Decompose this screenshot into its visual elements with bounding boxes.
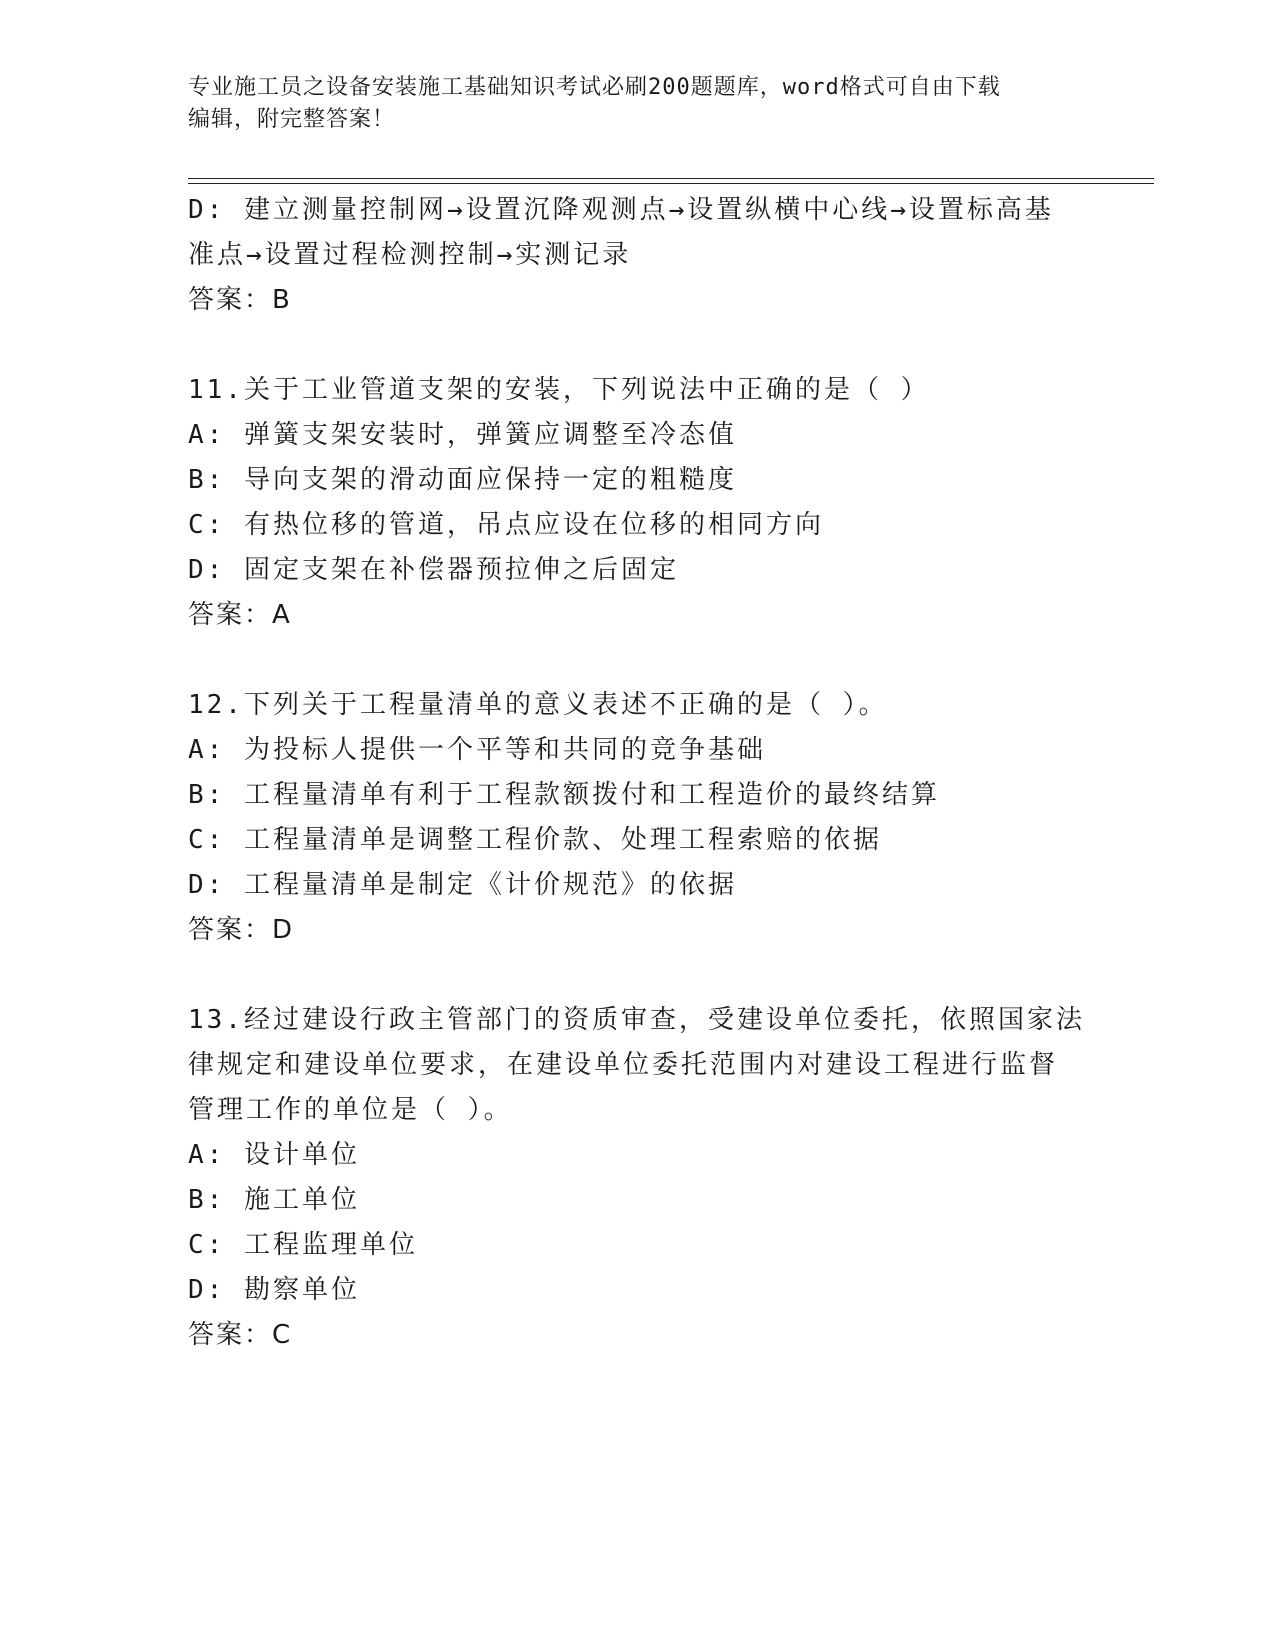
question-stem: 13.经过建设行政主管部门的资质审查，受建设单位委托，依照国家法: [188, 1005, 1085, 1035]
option-c: C: 有热位移的管道，吊点应设在位移的相同方向: [188, 510, 824, 540]
document-header: [188, 72, 1088, 136]
header-title-line-2: 编辑，附完整答案！: [188, 107, 396, 132]
option-a: A: 弹簧支架安装时，弹簧应调整至冷态值: [188, 420, 737, 450]
answer: 答案：D: [188, 915, 295, 945]
answer: 答案：A: [188, 600, 292, 630]
option-c: C: 工程量清单是调整工程价款、处理工程索赔的依据: [188, 825, 882, 855]
option-a: A: 为投标人提供一个平等和共同的竞争基础: [188, 735, 766, 765]
spacer: [188, 638, 1088, 683]
spacer: [188, 953, 1088, 998]
question-stem-continued: 律规定和建设单位要求，在建设单位委托范围内对建设工程进行监督: [188, 1050, 1059, 1080]
option-d-continued: 准点→设置过程检测控制→实测记录: [188, 240, 632, 270]
question-13: [188, 998, 1088, 1358]
question-12: [188, 683, 1088, 953]
option-b: B: 工程量清单有利于工程款额拨付和工程造价的最终结算: [188, 780, 940, 810]
option-d: D: 固定支架在补偿器预拉伸之后固定: [188, 555, 679, 585]
option-a: A: 设计单位: [188, 1140, 360, 1170]
header-title-line-1: 专业施工员之设备安装施工基础知识考试必刷200题题库，word格式可自由下载: [188, 75, 1001, 100]
question-10: [188, 188, 1088, 323]
question-stem: 11.关于工业管道支架的安装，下列说法中正确的是（ ）: [188, 375, 930, 405]
answer: 答案：B: [188, 285, 292, 315]
question-stem-continued: 管理工作的单位是（ ）。: [188, 1095, 513, 1125]
option-b: B: 导向支架的滑动面应保持一定的粗糙度: [188, 465, 737, 495]
question-list: [188, 188, 1088, 1358]
option-d: D: 工程量清单是制定《计价规范》的依据: [188, 870, 737, 900]
option-c: C: 工程监理单位: [188, 1230, 418, 1260]
header-divider-top: [188, 178, 1154, 179]
question-11: [188, 368, 1088, 638]
answer: 答案：C: [188, 1320, 293, 1350]
header-divider-bottom: [188, 183, 1154, 184]
question-stem: 12.下列关于工程量清单的意义表述不正确的是（ ）。: [188, 690, 888, 720]
option-b: B: 施工单位: [188, 1185, 360, 1215]
spacer: [188, 323, 1088, 368]
option-d: D: 勘察单位: [188, 1275, 360, 1305]
option-d: D: 建立测量控制网→设置沉降观测点→设置纵横中心线→设置标高基: [188, 195, 1054, 225]
